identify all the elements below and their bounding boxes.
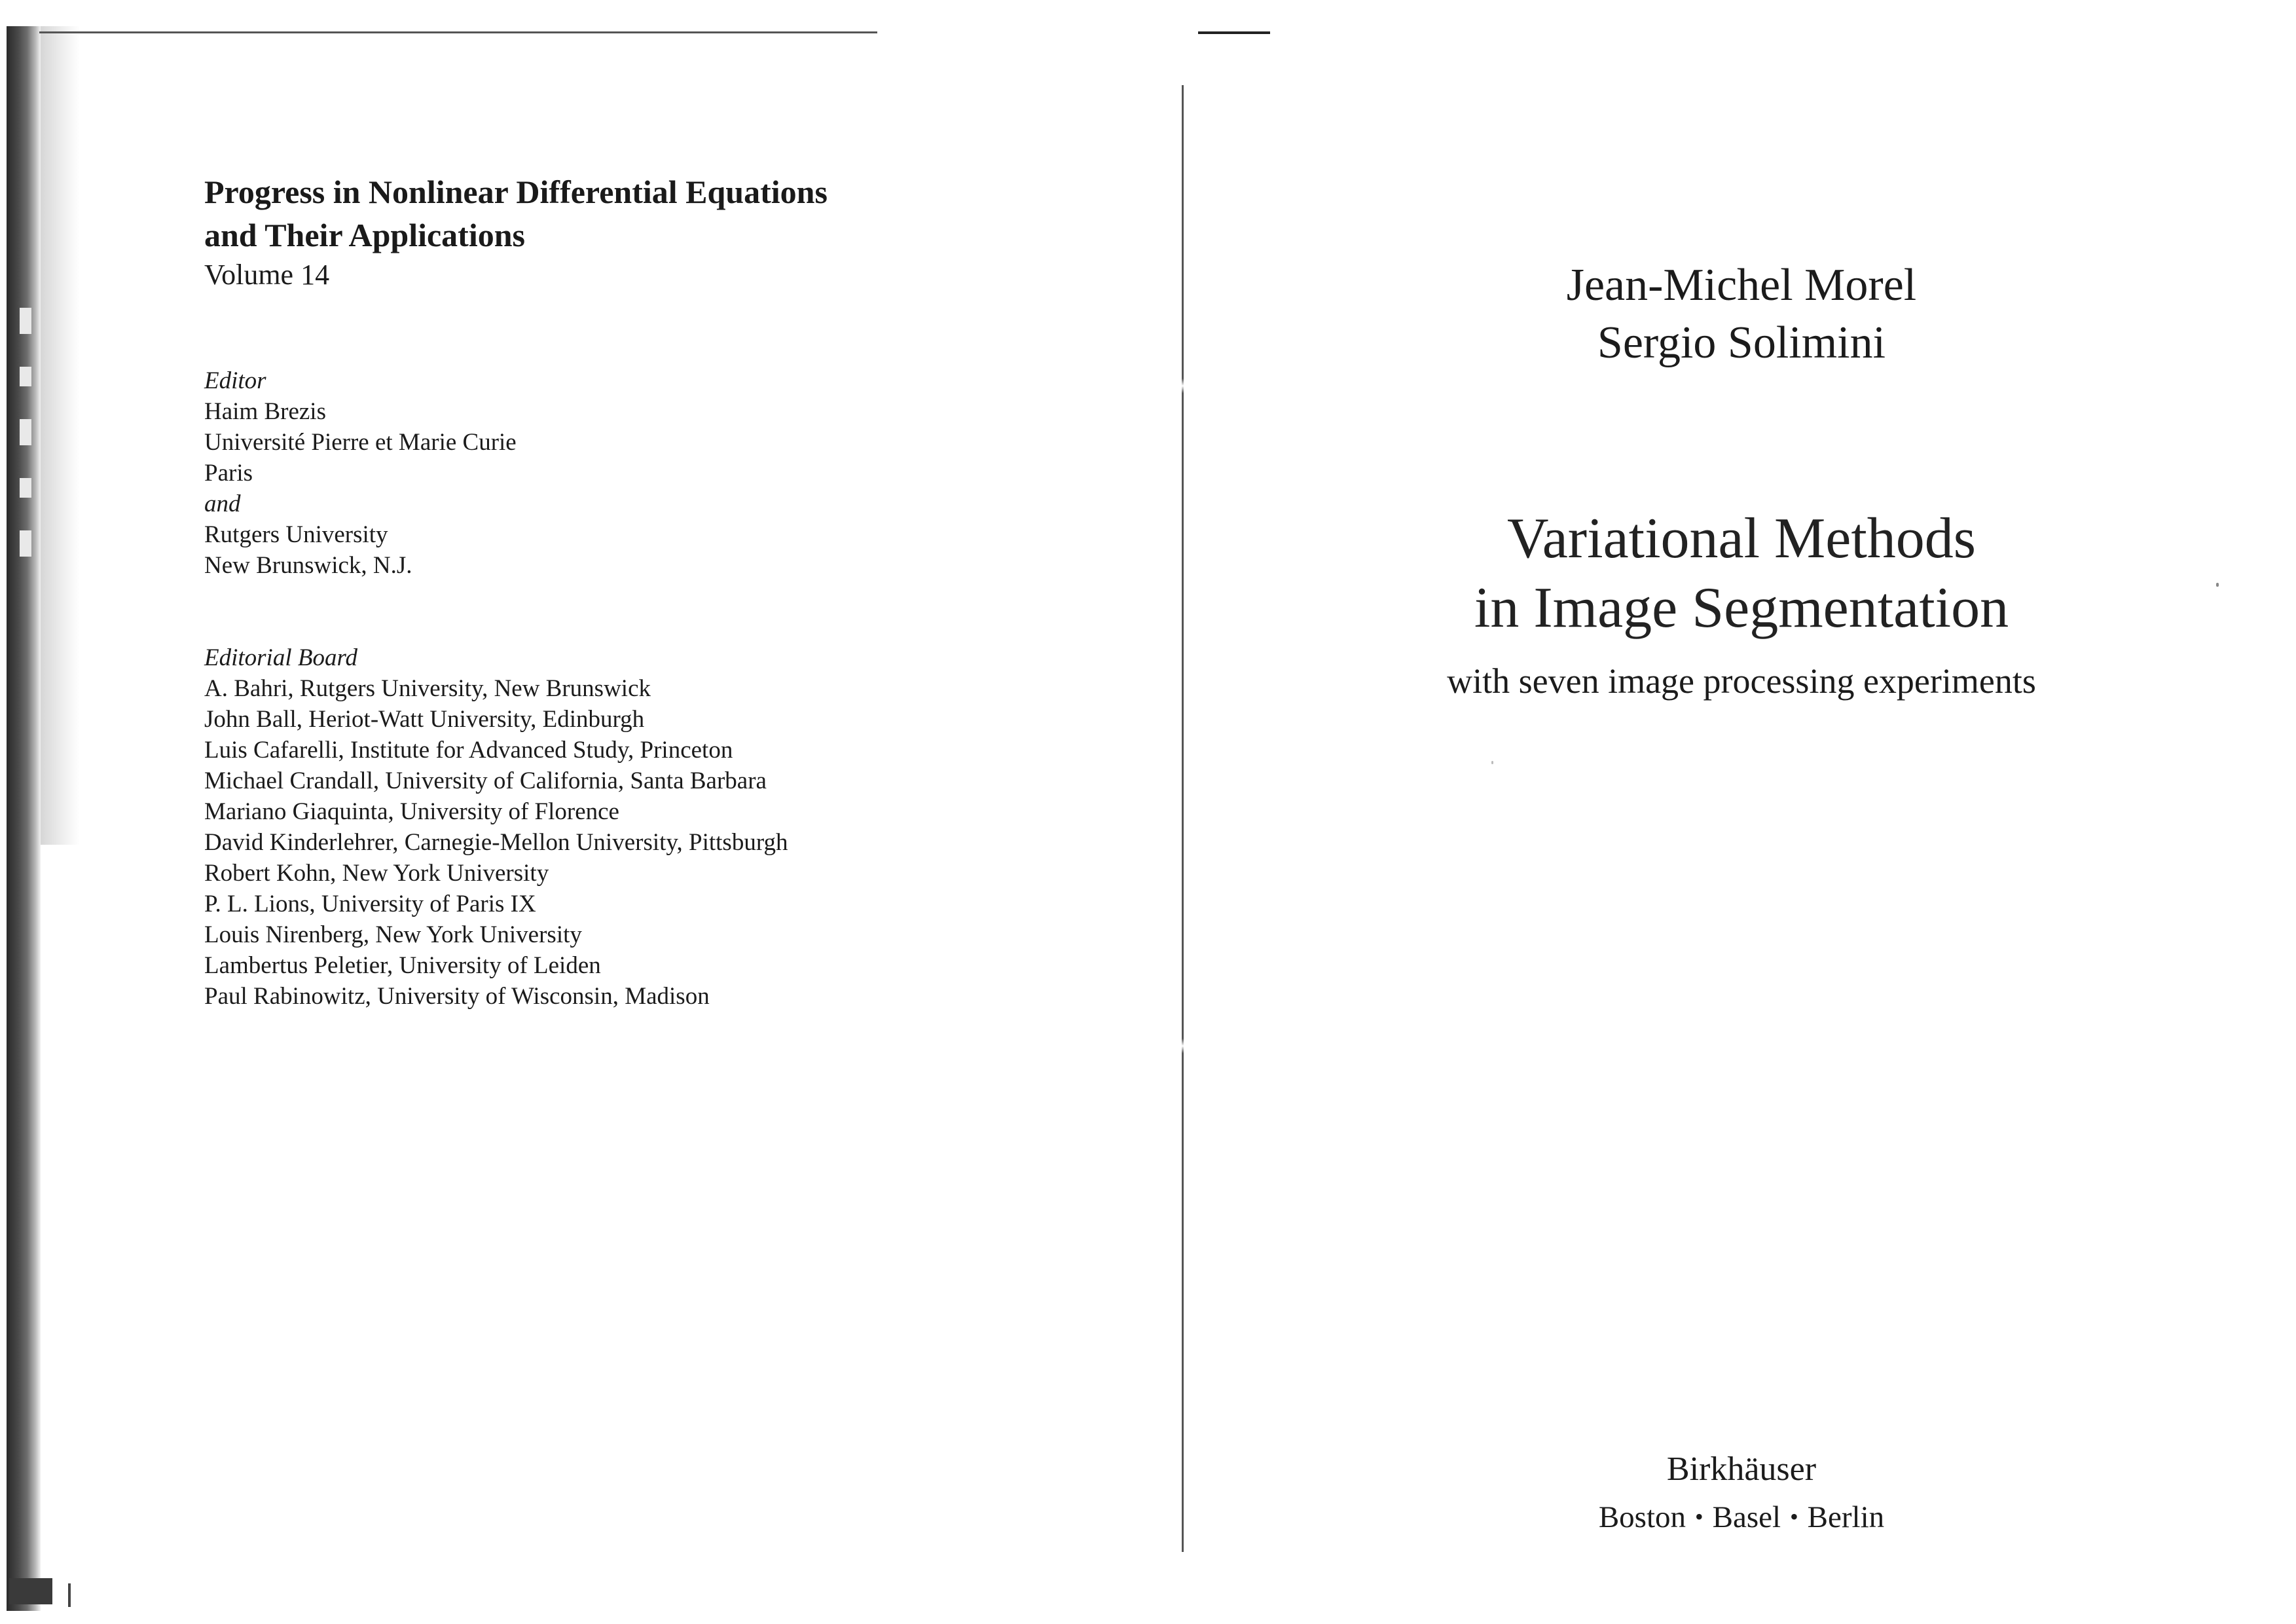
- city: Boston: [1598, 1500, 1686, 1534]
- editorial-board-label: Editorial Board: [204, 644, 357, 671]
- editor-line: Université Pierre et Marie Curie: [204, 429, 517, 456]
- board-member: David Kinderlehrer, Carnegie-Mellon University, Pittsburgh: [204, 829, 788, 856]
- board-member: Lambertus Peletier, University of Leiden: [204, 952, 601, 979]
- board-member: A. Bahri, Rutgers University, New Brunswick: [204, 675, 651, 702]
- book-title-line: Variational Methods: [1506, 507, 1977, 570]
- bullet-separator: •: [1790, 1504, 1798, 1530]
- scan-speck: [2216, 583, 2219, 587]
- scan-page-edge: [41, 26, 80, 845]
- city: Berlin: [1807, 1500, 1885, 1534]
- editor-line: Rutgers University: [204, 521, 388, 548]
- editor-line: Paris: [204, 460, 253, 487]
- binding-notch: [20, 367, 31, 386]
- book-subtitle: with seven image processing experiments: [1447, 661, 2036, 701]
- board-member: Robert Kohn, New York University: [204, 860, 549, 887]
- author-name: Jean-Michel Morel: [1566, 260, 1917, 310]
- binding-notch: [20, 478, 31, 498]
- book-title: [1283, 504, 2200, 643]
- scan-binding-shadow: [7, 26, 41, 1611]
- series-page: [204, 170, 990, 1012]
- board-member: Louis Nirenberg, New York University: [204, 921, 582, 948]
- editor-label: Editor: [204, 367, 266, 394]
- title-page: [1283, 0, 2200, 1624]
- binding-notch: [20, 308, 31, 334]
- series-title-line: and Their Applications: [204, 217, 525, 253]
- series-volume: Volume 14: [204, 259, 330, 291]
- editor-conjunction: and: [204, 490, 241, 517]
- board-member: John Ball, Heriot-Watt University, Edinburgh: [204, 706, 645, 733]
- authors: [1283, 257, 2200, 372]
- page-gutter: [1182, 85, 1184, 1552]
- board-member: Paul Rabinowitz, University of Wisconsin, Madison: [204, 983, 710, 1010]
- board-member: Michael Crandall, University of California, Santa Barbara: [204, 767, 767, 794]
- binding-notch: [20, 530, 31, 557]
- board-member: P. L. Lions, University of Paris IX: [204, 891, 536, 917]
- series-title-line: Progress in Nonlinear Differential Equations: [204, 174, 828, 210]
- scan-top-edge-right: [1198, 31, 1270, 34]
- editor-line: Haim Brezis: [204, 398, 326, 425]
- editorial-board-block: [204, 642, 990, 1012]
- author-name: Sergio Solimini: [1597, 318, 1886, 368]
- publisher-name: Birkhäuser: [1666, 1450, 1817, 1488]
- bullet-separator: •: [1695, 1504, 1704, 1530]
- city: Basel: [1712, 1500, 1781, 1534]
- scan-binding-corner: [9, 1578, 52, 1604]
- scan-tick-mark: [68, 1583, 71, 1607]
- book-title-line: in Image Segmentation: [1474, 576, 2009, 640]
- scan-top-edge-left: [39, 31, 877, 33]
- editor-line: New Brunswick, N.J.: [204, 552, 412, 579]
- editor-block: [204, 365, 990, 581]
- board-member: Mariano Giaquinta, University of Florence: [204, 798, 619, 825]
- publisher-cities: [1283, 1497, 2200, 1537]
- board-member: Luis Cafarelli, Institute for Advanced Study, Princeton: [204, 737, 733, 764]
- binding-notch: [20, 419, 31, 445]
